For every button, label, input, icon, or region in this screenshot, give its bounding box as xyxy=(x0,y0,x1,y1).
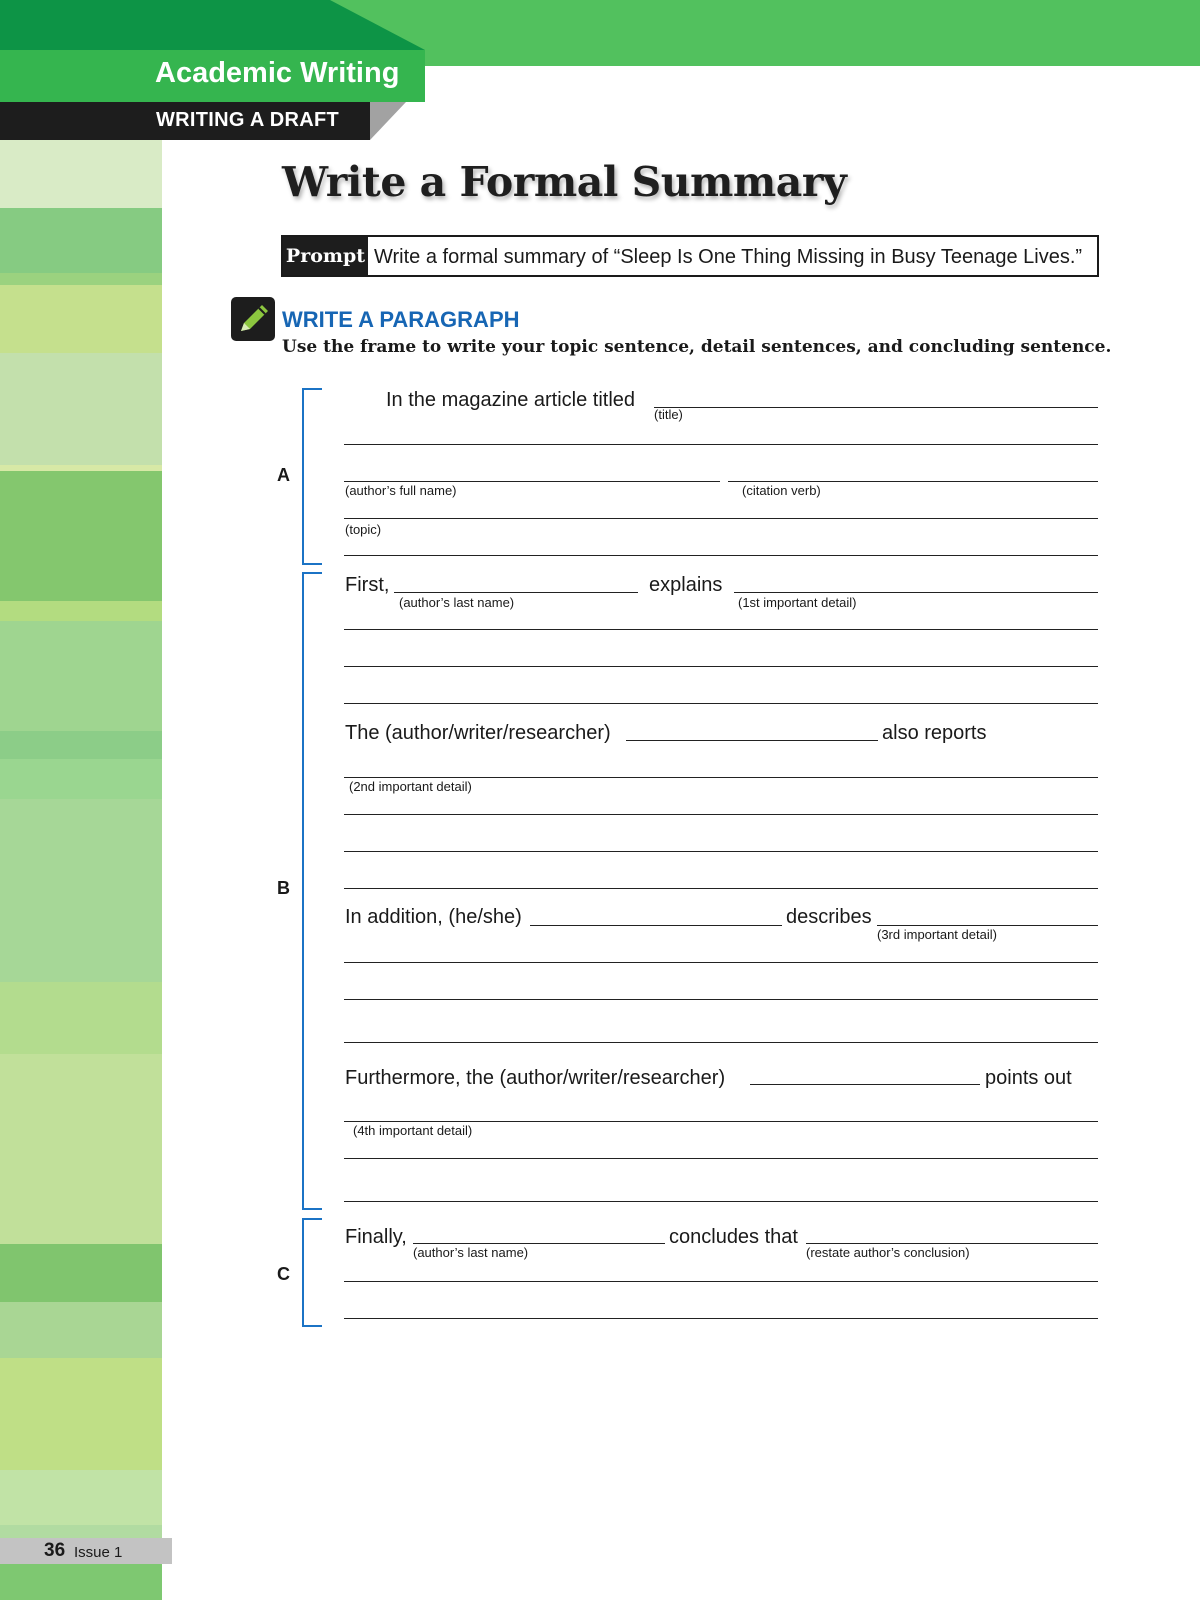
also-reports-text: also reports xyxy=(882,722,987,744)
author-last-name-caption: (author’s last name) xyxy=(399,595,515,610)
write-line[interactable] xyxy=(344,1158,1098,1159)
bracket-c-letter: C xyxy=(277,1264,290,1284)
section-heading: WRITE A PARAGRAPH xyxy=(282,307,520,332)
concludes-text: concludes that xyxy=(669,1226,798,1248)
bracket-b-letter: B xyxy=(277,878,290,898)
write-line[interactable] xyxy=(344,814,1098,815)
first-text: First, xyxy=(345,574,390,596)
detail-2-caption: (2nd important detail) xyxy=(349,779,472,794)
explains-text: explains xyxy=(649,574,723,596)
write-line[interactable] xyxy=(344,1318,1098,1319)
topic-line[interactable] xyxy=(344,518,1098,519)
describes-text: describes xyxy=(786,906,872,928)
author-line[interactable] xyxy=(530,925,782,926)
citation-verb-caption: (citation verb) xyxy=(742,483,821,498)
detail-2-line[interactable] xyxy=(344,777,1098,778)
write-line[interactable] xyxy=(344,851,1098,852)
page-title: Write a Formal Summary xyxy=(282,158,847,206)
detail-4-line[interactable] xyxy=(344,1121,1098,1122)
author-last-name-caption: (author’s last name) xyxy=(413,1245,529,1260)
detail-3-caption: (3rd important detail) xyxy=(877,927,997,942)
author-full-name-caption: (author’s full name) xyxy=(345,483,457,498)
detail-1-caption: (1st important detail) xyxy=(738,595,857,610)
bracket-a xyxy=(302,388,322,565)
write-line[interactable] xyxy=(344,962,1098,963)
citation-verb-line[interactable] xyxy=(728,481,1098,482)
sidebar-decoration xyxy=(0,140,162,1600)
title-line[interactable] xyxy=(654,407,1098,408)
topic-caption: (topic) xyxy=(345,522,382,537)
author-line[interactable] xyxy=(626,740,878,741)
pencil-icon xyxy=(231,297,275,341)
title-caption: (title) xyxy=(654,407,683,422)
write-line[interactable] xyxy=(344,666,1098,667)
intro-text: In the magazine article titled xyxy=(386,389,636,411)
write-line[interactable] xyxy=(344,444,1098,445)
write-line[interactable] xyxy=(344,1042,1098,1043)
detail-1-line[interactable] xyxy=(734,592,1098,593)
write-line[interactable] xyxy=(344,629,1098,630)
write-line[interactable] xyxy=(344,1281,1098,1282)
points-out-text: points out xyxy=(985,1067,1072,1089)
prompt-text: Write a formal summary of “Sleep Is One Thing Missing in Busy Teenage Lives.” xyxy=(374,246,1083,268)
instructions: Use the frame to write your topic sentence, detail sentences, and concluding sentence. xyxy=(282,337,1112,357)
conclusion-caption: (restate author’s conclusion) xyxy=(806,1245,970,1260)
write-line[interactable] xyxy=(344,1201,1098,1202)
issue-label: Issue 1 xyxy=(74,1544,123,1561)
bracket-a-letter: A xyxy=(277,465,290,485)
series-title: Academic Writing xyxy=(155,57,400,89)
conclusion-line[interactable] xyxy=(806,1243,1098,1244)
author-full-name-line[interactable] xyxy=(344,481,720,482)
bracket-c xyxy=(302,1218,322,1327)
in-addition-text: In addition, (he/she) xyxy=(345,906,522,928)
author-last-name-line[interactable] xyxy=(394,592,638,593)
ribbon-fold xyxy=(370,102,406,140)
write-line[interactable] xyxy=(344,999,1098,1000)
detail-3-line[interactable] xyxy=(877,925,1098,926)
prompt-label: Prompt xyxy=(283,237,368,275)
author-line[interactable] xyxy=(750,1084,980,1085)
write-line[interactable] xyxy=(344,555,1098,556)
furthermore-text: Furthermore, the (author/writer/researcher) xyxy=(345,1067,726,1089)
the-author-text: The (author/writer/researcher) xyxy=(345,722,611,744)
write-line[interactable] xyxy=(344,888,1098,889)
section-label: WRITING A DRAFT xyxy=(156,109,339,131)
write-line[interactable] xyxy=(344,703,1098,704)
page-number: 36 xyxy=(44,1540,66,1561)
finally-text: Finally, xyxy=(345,1226,407,1248)
detail-4-caption: (4th important detail) xyxy=(353,1123,473,1138)
author-last-name-line[interactable] xyxy=(413,1243,665,1244)
bracket-b xyxy=(302,572,322,1210)
